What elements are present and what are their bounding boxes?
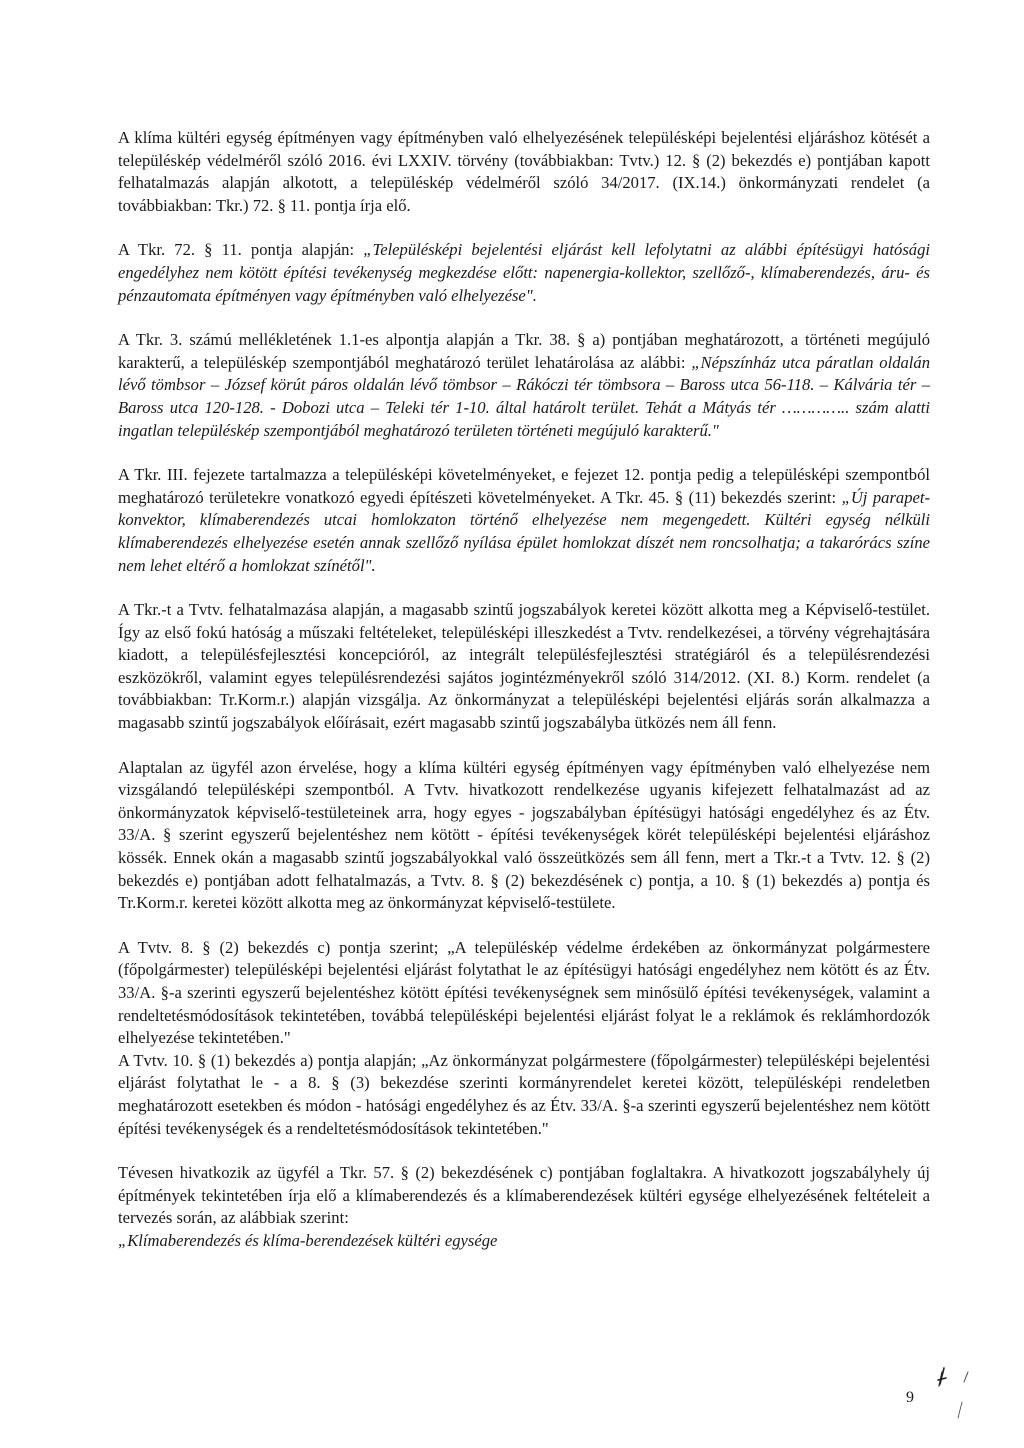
paragraph — [118, 599, 930, 735]
body-text: A Tkr. III. fejezete tartalmazza a településképi követelményeket, e fejezet 12. pontja pedig a településképi szempontból meghatározó területekre vonatkozó egyedi építészeti követelményeket. A Tkr. 45. § (11) bekezdés szerint: — [118, 465, 930, 507]
paragraph — [118, 239, 930, 307]
body-text: A Tkr. 3. számú mellékletének 1.1-es alpontja alapján a Tkr. 38. § a) pontjában meghatározott, a történeti megújuló karakterű, a településkép szempontjából meghatározó terület lehatárolása az alábbi: — [118, 330, 930, 372]
paragraph — [118, 1162, 930, 1230]
body-text: A Tkr. 72. § 11. pontja alapján: — [118, 240, 364, 260]
document-body — [118, 127, 930, 1253]
page-number: 9 — [906, 1389, 914, 1406]
body-text: A Tkr.-t a Tvtv. felhatalmazása alapján, a magasabb szintű jogszabályok keretei között alkotta meg a Képviselő-testület. Így az első fokú hatóság a műszaki feltételeket, településképi illeszkedést a Tvtv. rendelkezései, a törvény végrehajtására kiadott, a településfejlesztési koncepcióról, az integrált településfejlesztési stratégiáról és a településrendezési eszközökről, valamint egyes településrendezési sajátos jogintézményekről szóló 314/2012. (XI. 8.) Korm. rendelet (a továbbiakban: Tr.Korm.r.) alapján vizsgálja. Az önkormányzat a településképi bejelentési eljárás során alkalmazza a magasabb szintű jogszabályok előírásait, ezért magasabb szintű jogszabályba ütközés nem áll fenn. — [118, 600, 930, 733]
body-text: Alaptalan az ügyfél azon érvelése, hogy a klíma kültéri egység építményen vagy építményben való elhelyezése nem vizsgálandó településképi szempontból. A Tvtv. hivatkozott rendelkezése ugyanis kifejezett felhatalmazást ad az önkormányzatok képviselő-testületeinek arra, hogy egyes - jogszabályban építésügyi hatósági engedélyhez és az Étv. 33/A. § szerint egyszerű bejelentéshez nem kötött - építési tevékenységek körét településképi bejelentési eljáráshoz kössék. Ennek okán a magasabb szintű jogszabályokkal való összeütközés sem áll fenn, mert a Tkr.-t a Tvtv. 12. § (2) bekezdés e) pontjában adott felhatalmazás, a Tvtv. 8. § (2) bekezdésének c) pontja, a 10. § (1) bekezdés a) pontja és Tr.Korm.r. keretei között alkotta meg az önkormányzat képviselő-testülete. — [118, 757, 930, 913]
quoted-text: „Településképi bejelentési eljárást kell lefolytatni az alábbi építésügyi hatósági engedélyhez nem kötött építési tevékenység megkezdése előtt: napenergia-kollektor, szellőző-, klímaberendezés, áru- és pénzautomata építményen vagy építményben való elhelyezése". — [118, 240, 930, 305]
quoted-text: „Új parapet-konvektor, klímaberendezés utcai homlokzaton történő elhelyezése nem megengedett. Kültéri egység nélküli klímaberendezés elhelyezése esetén annak szellőző nyílása épület homlokzat díszét nem roncsolhatja; a takarórács színe nem lehet eltérő a homlokzat színétől". — [118, 487, 930, 575]
handwritten-initial — [928, 1358, 974, 1420]
paragraph — [118, 757, 930, 915]
paragraph — [118, 1230, 930, 1253]
paragraph — [118, 937, 930, 1050]
paragraph — [118, 464, 930, 577]
body-text: A Tvtv. 10. § (1) bekezdés a) pontja alapján; „Az önkormányzat polgármestere (főpolgármester) településképi bejelentési eljárást folytathat le - a 8. § (3) bekezdése szerinti kormányrendelet keretei között, településképi rendeletben meghatározott esetekben és módon - hatósági engedélyhez és az Étv. 33/A. §-a szerinti egyszerű bejelentéshez nem kötött építési tevékenységek és a rendeltetésmódosítások tekintetében." — [118, 1050, 930, 1138]
body-text: A Tvtv. 8. § (2) bekezdés c) pontja szerint; „A településkép védelme érdekében az önkormányzat polgármestere (főpolgármester) településképi bejelentési eljárást folytathat le az építésügyi hatósági engedélyhez nem kötött és az Étv. 33/A. §-a szerinti egyszerű bejelentéshez kötött építési tevékenységnek sem minősülő építési tevékenységek, valamint a rendeltetésmódosítások tekintetében, továbbá településképi bejelentési eljárást folyat le a reklámok és reklámhordozók elhelyezése tekintetében." — [118, 937, 930, 1048]
quoted-text: „Népszínház utca páratlan oldalán lévő tömbsor – József körút páros oldalán lévő tömbsor – Rákóczi tér tömbsora – Baross utca 56-118. – Kálvária tér – Baross utca 120-128. - Dobozi utca – Teleki tér 1-10. által határolt terület. Tehát a Mátyás tér ………….. szám alatti ingatlan településkép szempontjából meghatározó területen történeti megújuló karakterű." — [118, 352, 930, 440]
body-text: A klíma kültéri egység építményen vagy építményben való elhelyezésének településképi bejelentési eljáráshoz kötését a településkép védelméről szóló 2016. évi LXXIV. törvény (továbbiakban: Tvtv.) 12. § (2) bekezdés e) pontjában kapott felhatalmazás alapján alkotott, a településkép védelméről szóló 34/2017. (IX.14.) önkormányzati rendelet (a továbbiakban: Tkr.) 72. § 11. pontja írja elő. — [118, 128, 930, 215]
quoted-text: „Klímaberendezés és klíma-berendezések kültéri egysége — [118, 1230, 498, 1250]
paragraph — [118, 127, 930, 217]
paragraph — [118, 1050, 930, 1140]
paragraph — [118, 329, 930, 442]
body-text: Tévesen hivatkozik az ügyfél a Tkr. 57. § (2) bekezdésének c) pontjában foglaltakra. A hivatkozott jogszabályhely új építmények tekintetében írja elő a klímaberendezés és a klímaberendezések kültéri egysége elhelyezésének feltételeit a tervezés során, az alábbiak szerint: — [118, 1163, 930, 1228]
